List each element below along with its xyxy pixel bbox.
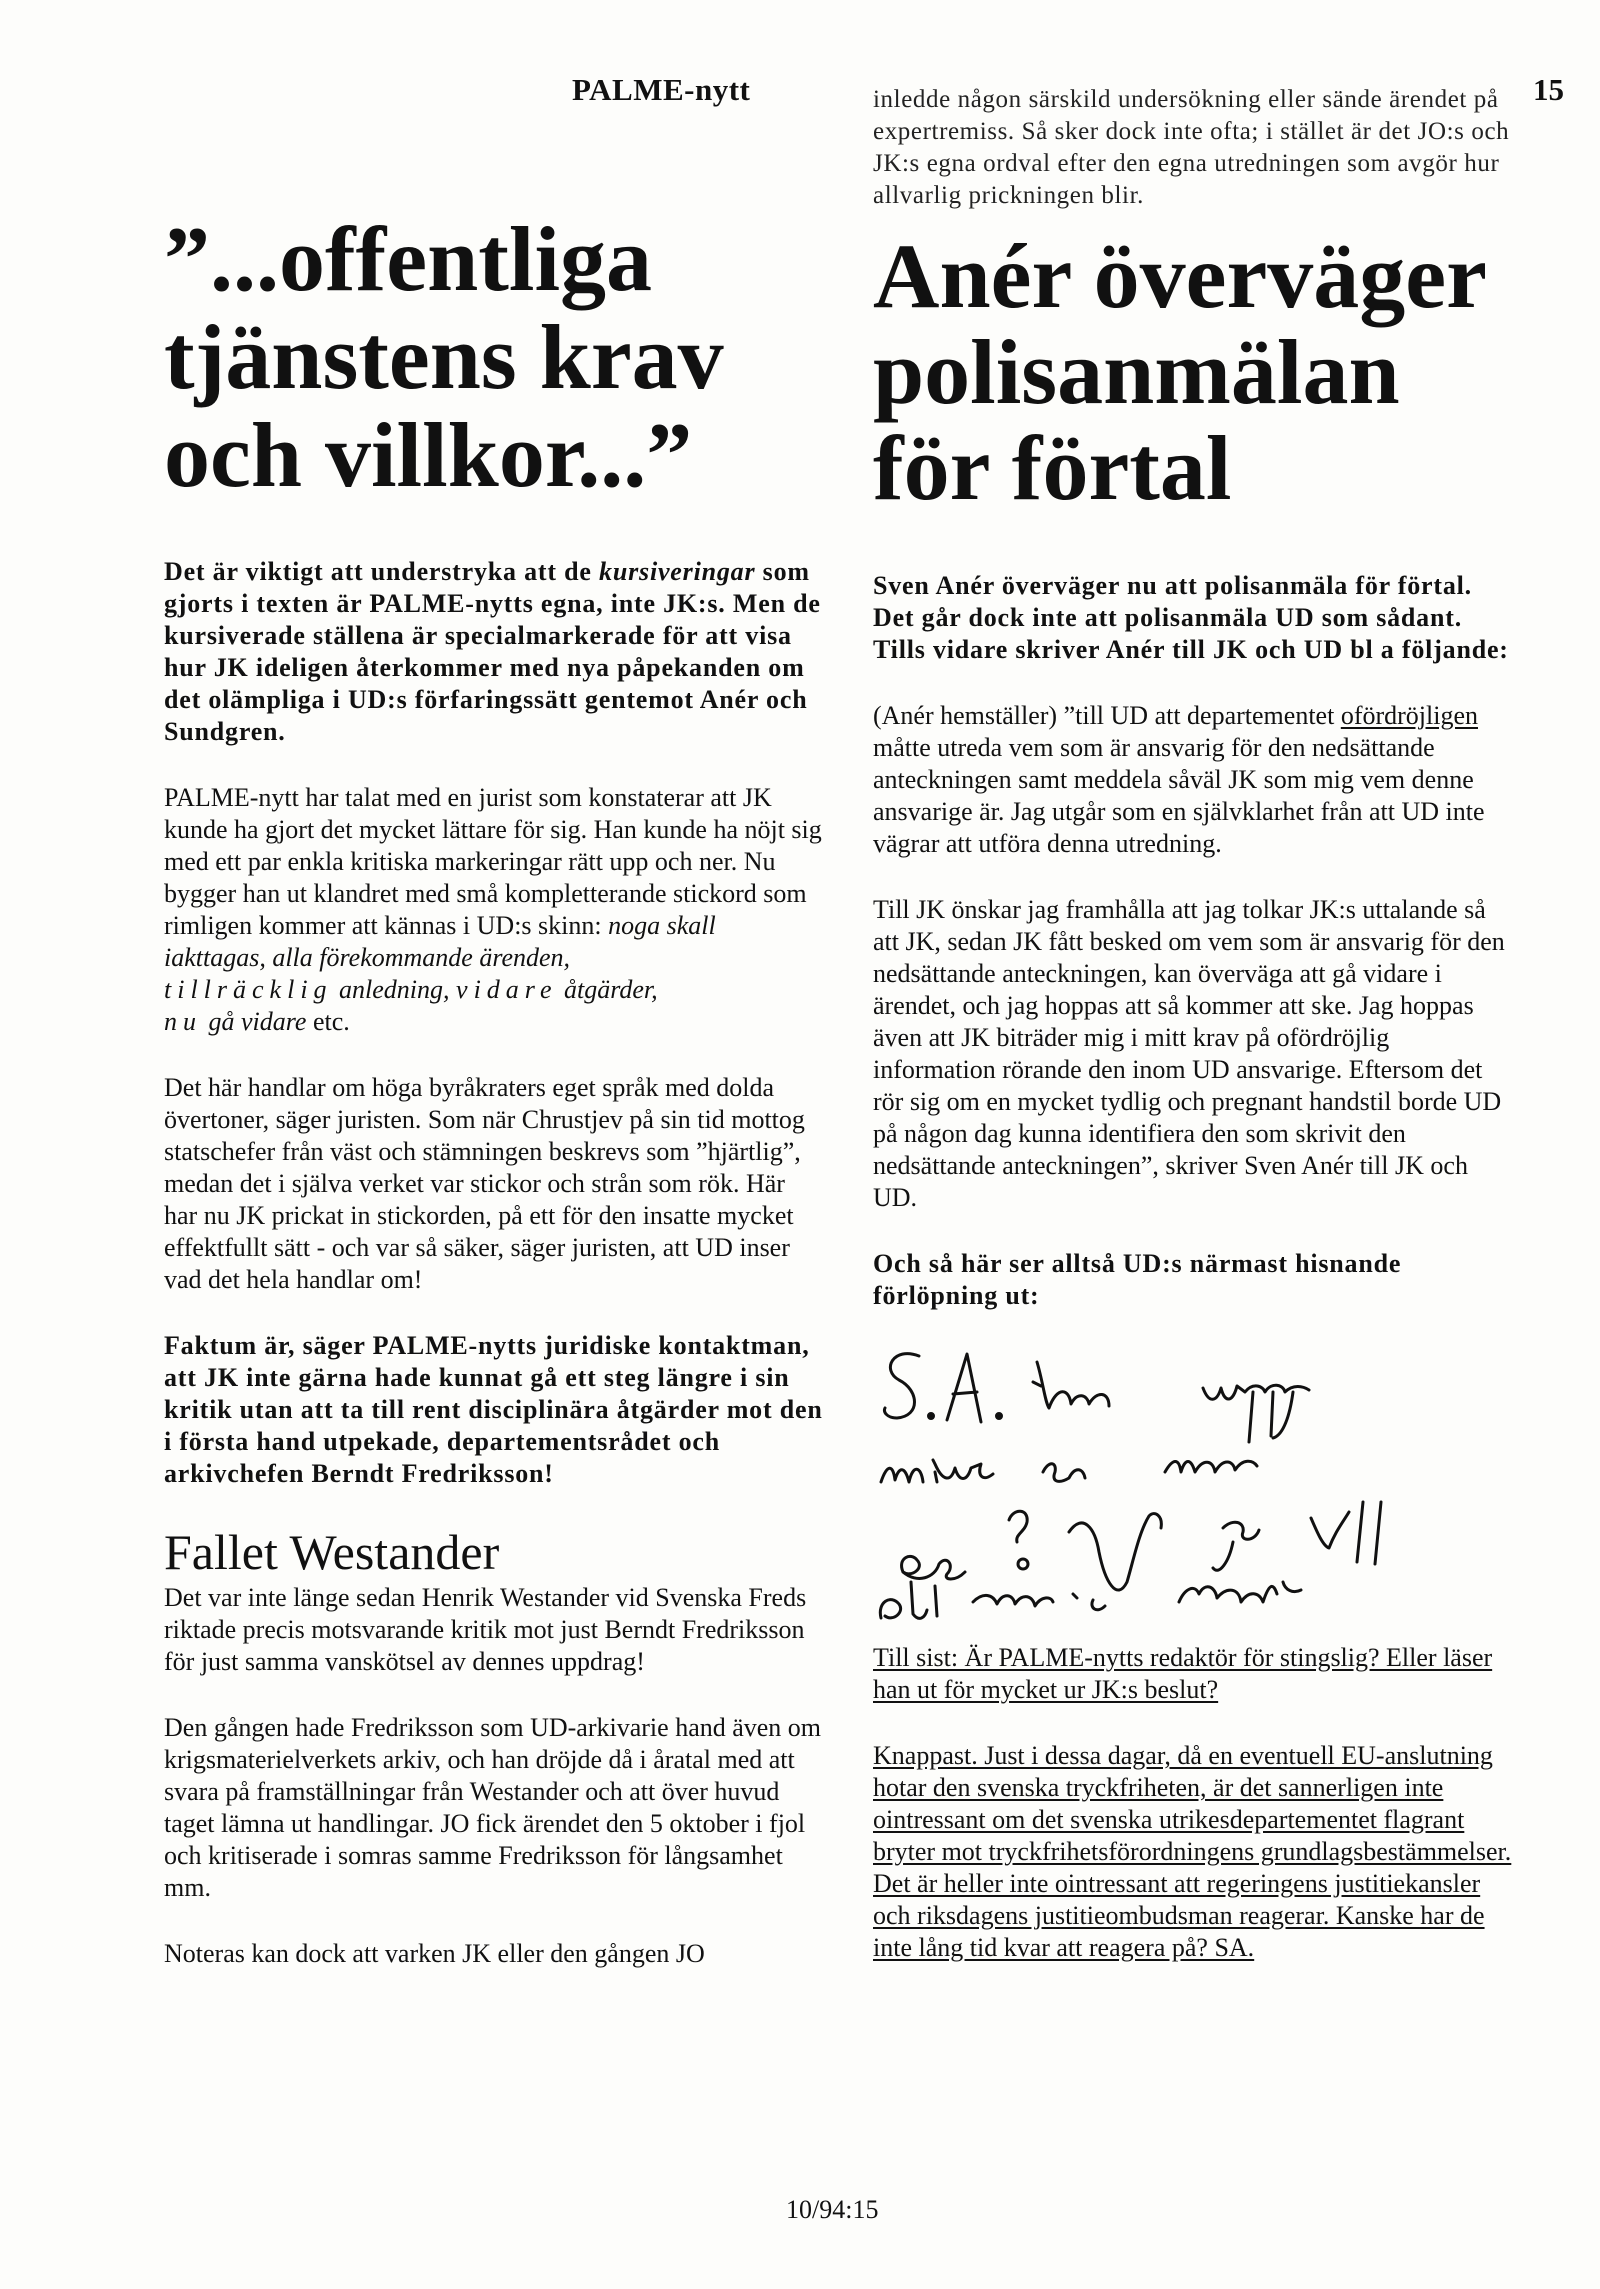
running-head: PALME-nytt	[572, 72, 751, 107]
quote-underlined: ofördröjligen	[1340, 701, 1478, 730]
italic-phrase: gå vidare	[202, 1007, 307, 1036]
quote-ud-paragraph	[873, 700, 1513, 860]
handwriting-intro: Och så här ser alltså UD:s närmast hisnande förlöpning ut:	[873, 1249, 1402, 1310]
right-lead-paragraph: Sven Anér överväger nu att polisanmäla för förtal. Det går dock inte att polisanmäla UD som sådant. Tills vidare skriver Anér till JK och UD bl a följande:	[873, 571, 1509, 664]
left-headline-line: tjänstens krav	[164, 306, 724, 408]
handwritten-note	[873, 1332, 1513, 1622]
paragraph-text: PALME-nytt har talat med en jurist som konstaterar att JK kunde ha gjort det mycket lättare för sig. Han kunde ha nöjt sig med ett par enkla kritiska markeringar rätt upp och ner. Nu bygger han ut klandret med små kompletterande stickord som rimligen kommer att kännas i UD:s skinn:	[164, 783, 822, 940]
right-headline-line: Anér överväger	[873, 225, 1487, 327]
westander-paragraph: Det var inte länge sedan Henrik Westander vid Svenska Freds riktade precis motsvarande kritik mot just Berndt Fredriksson för just samma vanskötsel av dennes uppdrag!	[164, 1583, 807, 1676]
left-column	[164, 210, 824, 2004]
italic-phrase: vidare	[456, 975, 558, 1004]
lead-text: Det är viktigt att understryka att de	[164, 557, 600, 586]
right-headline-line: polisanmälan	[873, 321, 1400, 423]
page-footer: 10/94:15	[786, 2195, 879, 2224]
italic-phrase: noga skall iakttagas, alla förekommande ärenden,	[164, 911, 716, 972]
handwritten-note-image	[873, 1332, 1513, 1622]
page-number: 15	[1533, 72, 1564, 107]
question-paragraph: Till sist: Är PALME-nytts redaktör för stingslig? Eller läser han ut för mycket ur JK:s beslut?	[873, 1643, 1493, 1704]
italic-phrase: nu	[164, 1007, 202, 1036]
closing-right-paragraph: Knappast. Just i dessa dagar, då en eventuell EU-anslutning hotar den svenska tryckfriheten, är det sannerligen inte ointressant om det svenska utrikesdepartementet flagrant bryter mot tryckfrihetsförordningens grundlagsbestämmelser. Det är heller inte ointressant att regeringens justitiekansler och riksdagens justitieombudsman reagerar. Kanske har de inte lång tid kvar att reagera på? SA.	[873, 1741, 1512, 1962]
italic-phrase: tillräcklig	[164, 975, 333, 1004]
quote-text: (Anér hemställer) ”till UD att departementet	[873, 701, 1341, 730]
language-paragraph: Det här handlar om höga byråkraters eget språk med dolda övertoner, säger juristen. Som när Chrustjev på sin tid mottog statschefer från väst och stämningen beskrevs som ”hjärtlig”, medan det i själva verket var stickor och strån som rök. Här har nu JK prickat in stickorden, på ett för den insatte mycket effektfullt sätt - och var så säker, säger juristen, att UD inser vad det hela handlar om!	[164, 1073, 805, 1294]
right-headline-line: för förtal	[873, 417, 1232, 519]
italic-phrase: anledning,	[332, 975, 457, 1004]
italic-phrase: åtgärder,	[557, 975, 658, 1004]
westander-subhead: Fallet Westander	[164, 1524, 500, 1580]
right-headline	[873, 225, 1513, 519]
left-headline-line: och villkor...”	[164, 404, 693, 506]
closing-left-paragraph: Noteras kan dock att varken JK eller den gången JO	[164, 1939, 705, 1968]
right-column	[873, 84, 1513, 1998]
jurist-paragraph	[164, 782, 824, 1038]
faktum-paragraph: Faktum är, säger PALME-nytts juridiske kontaktman, att JK inte gärna hade kunnat gå ett steg längre i sin kritik utan att ta till rent disciplinära åtgärder mot den i första hand utpekade, departementsrådet och arkivchefen Berndt Fredriksson!	[164, 1331, 823, 1488]
left-lead-paragraph	[164, 556, 824, 748]
quote-jk-paragraph: Till JK önskar jag framhålla att jag tolkar JK:s uttalande så att JK, sedan JK fått besked om vem som är ansvarig för den nedsättande anteckningen, kan överväga att gå vidare i ärendet, och jag hoppas att så kommer att ske. Jag hoppas även att JK biträder mig i mitt krav på ofördröjlig information rörande den inom UD ansvarige. Eftersom det rör sig om en mycket tydlig och pregnant handstil borde UD på någon dag kunna identifiera den som skrivit den nedsättande anteckningen”, skriver Sven Anér till JK och UD.	[873, 895, 1505, 1212]
right-intro-paragraph: inledde någon särskild undersökning eller sände ärendet på expertremiss. Så sker dock inte ofta; i stället är det JO:s och JK:s egna ordval efter den egna utredningen som avgör hur allvarlig prickningen blir.	[873, 86, 1510, 209]
quote-text: måtte utreda vem som är ansvarig för den nedsättande anteckningen samt meddela såväl JK som mig vem denne ansvarige är. Jag utgår som en självklarhet från att UD inte vägrar att utföra denna utredning.	[873, 733, 1485, 858]
lead-italic: kursiveringar	[599, 557, 756, 586]
left-headline	[164, 210, 824, 504]
fredriksson-paragraph: Den gången hade Fredriksson som UD-arkivarie hand även om krigsmaterielverkets arkiv, och han dröjde då i åratal med att svara på framställningar från Westander och att över huvud taget lämna ut handlingar. JO fick ärendet den 5 oktober i fjol och kritiserade i somras samme Fredriksson för långsamhet mm.	[164, 1713, 822, 1902]
lead-text: som gjorts i texten är PALME-nytts egna, inte JK:s. Men de kursiverade ställena är specialmarkerade för att visa hur JK ideligen återkommer med nya påpekanden om det olämpliga i UD:s förfaringssätt gentemot Anér och Sundgren.	[164, 557, 821, 746]
paragraph-text: etc.	[306, 1007, 350, 1036]
left-headline-line: ”...offentliga	[164, 208, 653, 310]
